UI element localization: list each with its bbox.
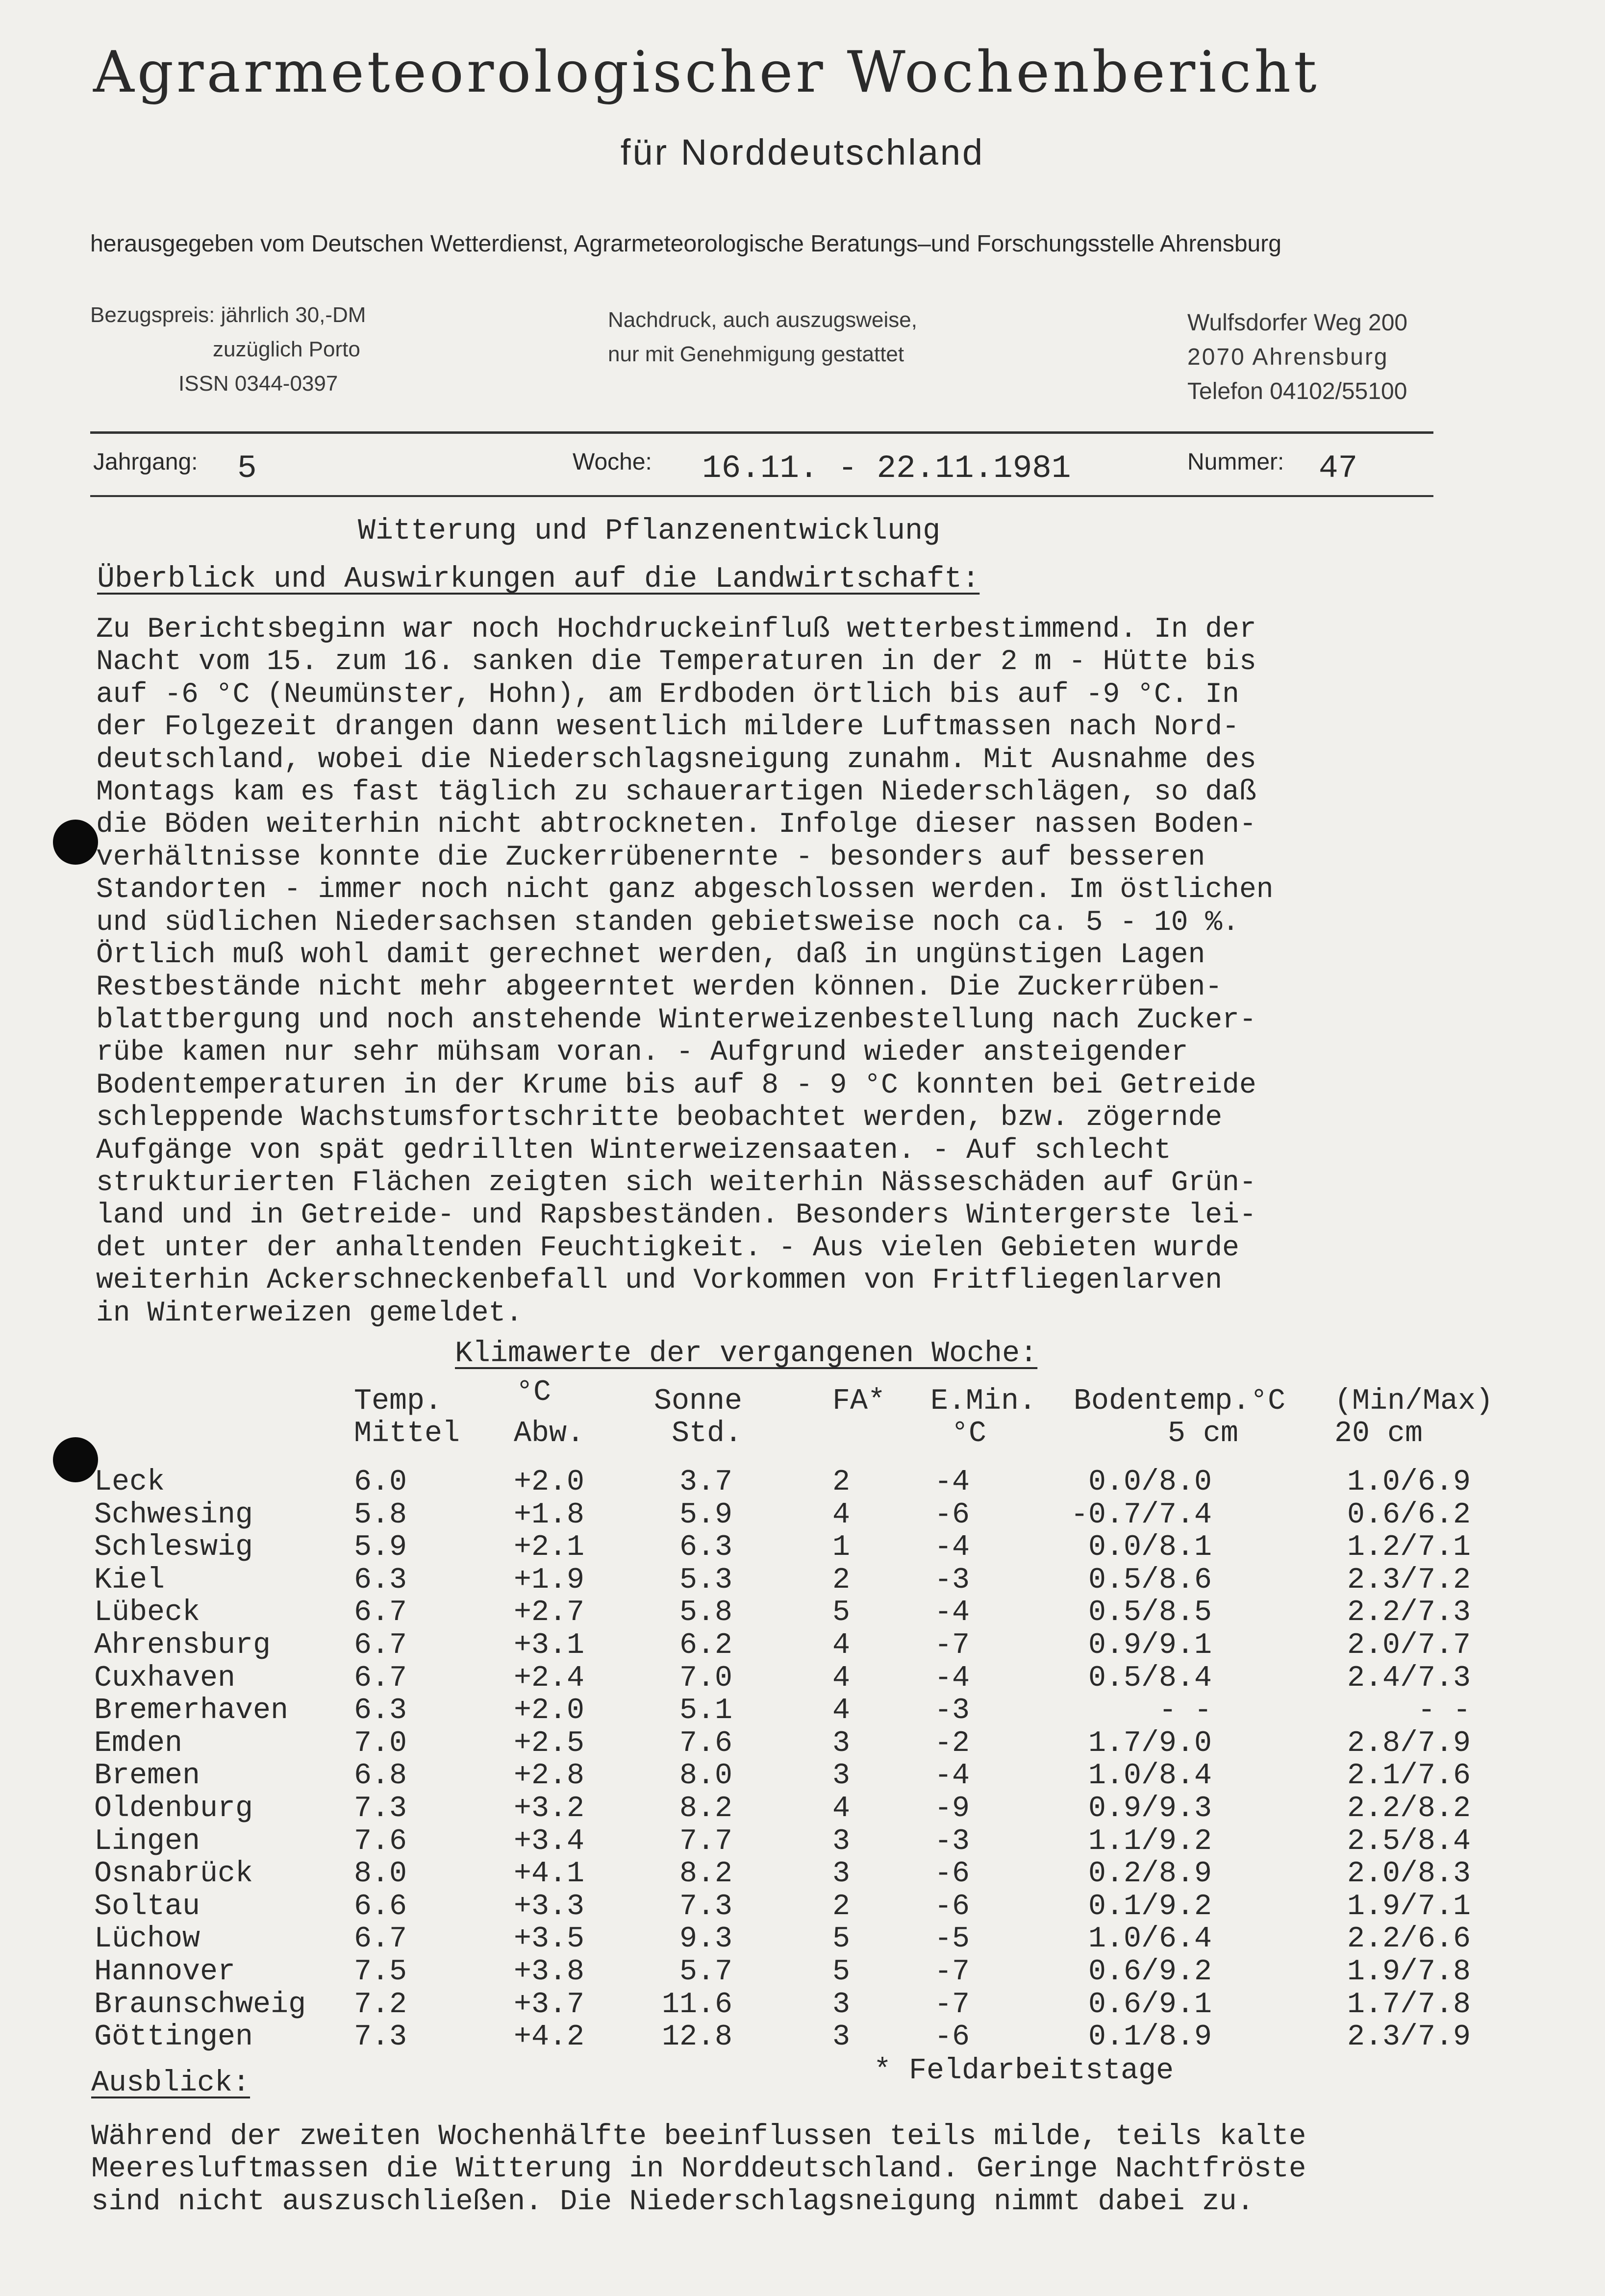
cell-abw: +3.8 (514, 1955, 585, 1989)
header-unit-c: °C (516, 1376, 552, 1409)
cell-abw: +3.7 (514, 1988, 585, 2021)
table-row (0, 1596, 1605, 1629)
cell-abw: +3.4 (514, 1824, 585, 1858)
header-emin: E.Min. (930, 1385, 1037, 1418)
cell-fa: 4 (832, 1629, 851, 1662)
cell-sonne: 5.8 (679, 1596, 732, 1630)
outlook-heading: Ausblick: (91, 2067, 251, 2100)
cell-sonne: 12.8 (661, 2021, 732, 2054)
text-line: Aufgänge von spät gedrillten Winterweizensaaten. - Auf schlecht (96, 1134, 1171, 1167)
porto-line: zuzüglich Porto (213, 337, 360, 361)
cell-b20: 0.6/6.2 (1347, 1498, 1471, 1532)
header-minmax: (Min/Max) (1334, 1385, 1494, 1418)
cell-sonne: 9.3 (679, 1922, 732, 1956)
punch-hole-upper (53, 820, 98, 865)
table-row (0, 1694, 1605, 1727)
cell-b20: 1.9/7.1 (1347, 1890, 1471, 1923)
cell-emin: -4 (934, 1661, 970, 1695)
cell-fa: 5 (832, 1955, 851, 1989)
cell-emin: -2 (934, 1726, 970, 1760)
cell-b5: 0.0/8.1 (1088, 1531, 1212, 1565)
document-subtitle: für Norddeutschland (620, 132, 985, 173)
cell-station: Lüchow (94, 1922, 201, 1956)
cell-station: Ahrensburg (94, 1629, 271, 1662)
cell-mittel: 7.5 (354, 1955, 407, 1989)
table-row (0, 1564, 1605, 1597)
cell-mittel: 6.7 (354, 1922, 407, 1956)
header-rule-bottom (90, 495, 1433, 497)
cell-emin: -9 (934, 1792, 970, 1825)
cell-fa: 3 (832, 1988, 851, 2021)
table-footnote: * Feldarbeitstage (874, 2054, 1174, 2088)
cell-fa: 3 (832, 1726, 851, 1760)
text-line: Meeresluftmassen die Witterung in Norddeutschland. Geringe Nachtfröste (91, 2152, 1306, 2186)
table-row (0, 1629, 1605, 1662)
cell-fa: 2 (832, 1466, 851, 1499)
cell-b20: 2.3/7.2 (1347, 1563, 1471, 1597)
cell-fa: 4 (832, 1498, 851, 1532)
cell-mittel: 7.2 (354, 1988, 407, 2021)
cell-station: Leck (94, 1466, 165, 1499)
cell-fa: 4 (832, 1661, 851, 1695)
reprint-line-1: Nachdruck, auch auszugsweise, (608, 308, 917, 332)
cell-b5: 0.9/9.3 (1088, 1792, 1212, 1825)
cell-emin: -3 (934, 1694, 970, 1728)
cell-emin: -5 (934, 1922, 970, 1956)
header-emin-unit: °C (951, 1417, 987, 1450)
text-line: der Folgezeit drangen dann wesentlich mildere Luftmassen nach Nord- (96, 711, 1239, 744)
address-phone: Telefon 04102/55100 (1187, 378, 1407, 404)
table-row (0, 1727, 1605, 1760)
text-line: det unter der anhaltenden Feuchtigkeit. - Aus vielen Gebieten wurde (96, 1232, 1239, 1264)
table-row (0, 1792, 1605, 1825)
cell-station: Lingen (94, 1824, 201, 1858)
cell-b5: 0.5/8.5 (1088, 1596, 1212, 1630)
cell-sonne: 5.3 (679, 1563, 732, 1597)
header-rule-top (90, 431, 1433, 434)
text-line: strukturierten Flächen zeigten sich weiterhin Nässeschäden auf Grün- (96, 1167, 1256, 1199)
header-temp: Temp. (354, 1385, 443, 1418)
text-line: sind nicht auszuschließen. Die Niederschlagsneigung nimmt dabei zu. (91, 2185, 1254, 2218)
cell-station: Göttingen (94, 2021, 253, 2054)
address-city: 2070 Ahrensburg (1187, 344, 1389, 370)
cell-mittel: 6.7 (354, 1661, 407, 1695)
nummer-label: Nummer: (1187, 449, 1284, 475)
cell-abw: +4.2 (514, 2021, 585, 2054)
cell-mittel: 6.3 (354, 1563, 407, 1597)
cell-mittel: 6.3 (354, 1694, 407, 1728)
cell-abw: +2.8 (514, 1759, 585, 1793)
cell-b20: 2.0/8.3 (1347, 1857, 1471, 1891)
cell-b5: 0.6/9.1 (1088, 1988, 1212, 2021)
cell-b5: 1.0/8.4 (1088, 1759, 1212, 1793)
header-mittel: Mittel (354, 1417, 460, 1450)
cell-mittel: 6.0 (354, 1466, 407, 1499)
woche-value: 16.11. - 22.11.1981 (702, 450, 1071, 487)
overview-paragraph (96, 614, 1274, 1330)
cell-b5: 0.9/9.1 (1088, 1629, 1212, 1662)
text-line: rübe kamen nur sehr mühsam voran. - Aufgrund wieder ansteigender (96, 1037, 1188, 1069)
cell-b20: 1.2/7.1 (1347, 1531, 1471, 1565)
cell-station: Braunschweig (94, 1988, 306, 2021)
cell-abw: +3.1 (514, 1629, 585, 1662)
text-line: Standorten - immer noch nicht ganz abgeschlossen werden. Im östlichen (96, 874, 1274, 906)
cell-sonne: 3.7 (679, 1466, 732, 1499)
cell-abw: +3.3 (514, 1890, 585, 1923)
cell-mittel: 6.7 (354, 1596, 407, 1630)
cell-b20: 1.9/7.8 (1347, 1955, 1471, 1989)
cell-abw: +2.4 (514, 1661, 585, 1695)
table-row (0, 1922, 1605, 1955)
cell-sonne: 5.1 (679, 1694, 732, 1728)
cell-station: Schleswig (94, 1531, 253, 1565)
cell-abw: +3.2 (514, 1792, 585, 1825)
cell-emin: -6 (934, 2021, 970, 2054)
punch-hole-lower (53, 1437, 98, 1482)
cell-sonne: 5.7 (679, 1955, 732, 1989)
cell-mittel: 6.6 (354, 1890, 407, 1923)
cell-b20: 2.3/7.9 (1347, 2021, 1471, 2054)
text-line: Zu Berichtsbeginn war noch Hochdruckeinfluß wetterbestimmend. In der (96, 614, 1256, 646)
cell-station: Soltau (94, 1890, 201, 1923)
cell-emin: -6 (934, 1498, 970, 1532)
table-row (0, 1890, 1605, 1923)
reprint-notice (608, 303, 917, 372)
outlook-paragraph (91, 2121, 1306, 2218)
table-row (0, 1498, 1605, 1531)
text-line: deutschland, wobei die Niederschlagsneigung zunahm. Mit Ausnahme des (96, 744, 1256, 776)
cell-b5: 0.2/8.9 (1088, 1857, 1212, 1891)
text-line: Montags kam es fast täglich zu schauerartigen Niederschlägen, so daß (96, 776, 1256, 809)
cell-emin: -4 (934, 1759, 970, 1793)
cell-station: Hannover (94, 1955, 236, 1989)
text-line: auf -6 °C (Neumünster, Hohn), am Erdboden örtlich bis auf -9 °C. In (96, 678, 1239, 711)
address-block (1187, 306, 1407, 409)
cell-station: Bremen (94, 1759, 201, 1793)
cell-fa: 5 (832, 1922, 851, 1956)
cell-station: Schwesing (94, 1498, 253, 1532)
cell-emin: -6 (934, 1857, 970, 1891)
cell-abw: +2.5 (514, 1726, 585, 1760)
cell-fa: 4 (832, 1694, 851, 1728)
cell-emin: -3 (934, 1824, 970, 1858)
cell-emin: -7 (934, 1629, 970, 1662)
text-line: weiterhin Ackerschneckenbefall und Vorkommen von Fritfliegenlarven (96, 1265, 1223, 1297)
cell-sonne: 7.3 (679, 1890, 732, 1923)
cell-emin: -4 (934, 1531, 970, 1565)
section-title: Witterung und Pflanzenentwicklung (358, 515, 941, 548)
cell-sonne: 7.7 (679, 1824, 732, 1858)
climate-heading: Klimawerte der vergangenen Woche: (455, 1337, 1038, 1371)
cell-sonne: 8.0 (679, 1759, 732, 1793)
cell-mittel: 8.0 (354, 1857, 407, 1891)
cell-b20: - - (1417, 1694, 1471, 1728)
jahrgang-value: 5 (237, 450, 257, 487)
cell-abw: +1.8 (514, 1498, 585, 1532)
cell-mittel: 5.8 (354, 1498, 407, 1532)
publisher-line: herausgegeben vom Deutschen Wetterdienst, Agrarmeteorologische Beratungs–und Forschungsstelle Ahrensburg (90, 231, 1281, 257)
cell-b20: 2.2/8.2 (1347, 1792, 1471, 1825)
cell-station: Bremerhaven (94, 1694, 289, 1728)
cell-sonne: 11.6 (661, 1988, 732, 2021)
jahrgang-label: Jahrgang: (93, 449, 198, 475)
cell-sonne: 7.0 (679, 1661, 732, 1695)
cell-b20: 2.2/6.6 (1347, 1922, 1471, 1956)
cell-sonne: 8.2 (679, 1857, 732, 1891)
cell-emin: -6 (934, 1890, 970, 1923)
text-line: Während der zweiten Wochenhälfte beeinflussen teils milde, teils kalte (91, 2120, 1306, 2153)
cell-fa: 3 (832, 1759, 851, 1793)
cell-mittel: 6.8 (354, 1759, 407, 1793)
cell-b5: - - (1158, 1694, 1212, 1728)
cell-b5: 1.7/9.0 (1088, 1726, 1212, 1760)
cell-sonne: 7.6 (679, 1726, 732, 1760)
woche-label: Woche: (573, 449, 652, 475)
cell-sonne: 6.3 (679, 1531, 732, 1565)
cell-station: Emden (94, 1726, 183, 1760)
cell-fa: 5 (832, 1596, 851, 1630)
header-abw: Abw. (514, 1417, 585, 1450)
overview-heading: Überblick und Auswirkungen auf die Landwirtschaft: (97, 563, 980, 596)
cell-mittel: 7.6 (354, 1824, 407, 1858)
table-row (0, 1857, 1605, 1890)
cell-fa: 3 (832, 1824, 851, 1858)
cell-abw: +4.1 (514, 1857, 585, 1891)
cell-abw: +2.7 (514, 1596, 585, 1630)
text-line: in Winterweizen gemeldet. (96, 1297, 523, 1329)
cell-fa: 2 (832, 1890, 851, 1923)
cell-mittel: 7.3 (354, 1792, 407, 1825)
document-title: Agrarmeteorologischer Wochenbericht (93, 39, 1320, 105)
cell-abw: +3.5 (514, 1922, 585, 1956)
cell-b20: 2.0/7.7 (1347, 1629, 1471, 1662)
cell-emin: -7 (934, 1988, 970, 2021)
issn-line: ISSN 0344-0397 (178, 372, 338, 396)
table-row (0, 1988, 1605, 2021)
cell-b20: 2.5/8.4 (1347, 1824, 1471, 1858)
cell-fa: 3 (832, 1857, 851, 1891)
cell-mittel: 7.3 (354, 2021, 407, 2054)
cell-mittel: 7.0 (354, 1726, 407, 1760)
text-line: verhältnisse konnte die Zuckerrübenernte - besonders auf besseren (96, 841, 1205, 873)
price-info (90, 298, 366, 401)
table-row (0, 1955, 1605, 1988)
table-row (0, 2021, 1605, 2053)
cell-station: Kiel (94, 1563, 165, 1597)
text-line: Restbestände nicht mehr abgeerntet werden können. Die Zuckerrüben- (96, 972, 1223, 1004)
text-line: Bodentemperaturen in der Krume bis auf 8 - 9 °C konnten bei Getreide (96, 1069, 1256, 1101)
cell-b20: 2.8/7.9 (1347, 1726, 1471, 1760)
cell-b20: 2.1/7.6 (1347, 1759, 1471, 1793)
text-line: Nacht vom 15. zum 16. sanken die Temperaturen in der 2 m - Hütte bis (96, 646, 1256, 678)
cell-abw: +2.0 (514, 1466, 585, 1499)
cell-emin: -4 (934, 1596, 970, 1630)
address-street: Wulfsdorfer Weg 200 (1187, 310, 1408, 336)
text-line: blattbergung und noch anstehende Winterweizenbestellung nach Zucker- (96, 1004, 1256, 1036)
cell-b5: 0.1/9.2 (1088, 1890, 1212, 1923)
text-line: schleppende Wachstumsfortschritte beobachtet werden, bzw. zögernde (96, 1102, 1223, 1134)
reprint-line-2: nur mit Genehmigung gestattet (608, 342, 904, 366)
cell-station: Oldenburg (94, 1792, 253, 1825)
cell-station: Cuxhaven (94, 1661, 236, 1695)
cell-b5: -0.7/7.4 (1070, 1498, 1212, 1532)
cell-b5: 1.1/9.2 (1088, 1824, 1212, 1858)
cell-emin: -3 (934, 1563, 970, 1597)
cell-abw: +2.1 (514, 1531, 585, 1565)
cell-b5: 0.0/8.0 (1088, 1466, 1212, 1499)
header-std: Std. (672, 1417, 743, 1450)
cell-station: Lübeck (94, 1596, 201, 1630)
cell-sonne: 6.2 (679, 1629, 732, 1662)
cell-sonne: 5.9 (679, 1498, 732, 1532)
cell-station: Osnabrück (94, 1857, 253, 1891)
cell-b5: 0.5/8.4 (1088, 1661, 1212, 1695)
cell-b5: 0.1/8.9 (1088, 2021, 1212, 2054)
text-line: und südlichen Niedersachsen standen gebietsweise noch ca. 5 - 10 %. (96, 906, 1239, 939)
cell-abw: +2.0 (514, 1694, 585, 1728)
header-boden: Bodentemp.°C (1074, 1385, 1286, 1418)
cell-sonne: 8.2 (679, 1792, 732, 1825)
cell-b20: 2.4/7.3 (1347, 1661, 1471, 1695)
cell-b5: 0.6/9.2 (1088, 1955, 1212, 1989)
nummer-value: 47 (1319, 450, 1358, 487)
table-row (0, 1759, 1605, 1792)
cell-b5: 1.0/6.4 (1088, 1922, 1212, 1956)
cell-b20: 1.0/6.9 (1347, 1466, 1471, 1499)
header-fa: FA* (832, 1385, 886, 1418)
cell-fa: 1 (832, 1531, 851, 1565)
cell-mittel: 5.9 (354, 1531, 407, 1565)
table-row (0, 1662, 1605, 1695)
cell-fa: 2 (832, 1563, 851, 1597)
cell-emin: -7 (934, 1955, 970, 1989)
price-line: Bezugspreis: jährlich 30,-DM (90, 303, 366, 327)
header-sonne: Sonne (654, 1385, 743, 1418)
cell-abw: +1.9 (514, 1563, 585, 1597)
cell-mittel: 6.7 (354, 1629, 407, 1662)
cell-fa: 4 (832, 1792, 851, 1825)
cell-b5: 0.5/8.6 (1088, 1563, 1212, 1597)
header-5cm: 5 cm (1168, 1417, 1239, 1450)
cell-emin: -4 (934, 1466, 970, 1499)
cell-fa: 3 (832, 2021, 851, 2054)
header-20cm: 20 cm (1334, 1417, 1423, 1450)
text-line: land und in Getreide- und Rapsbeständen. Besonders Wintergerste lei- (96, 1199, 1256, 1232)
cell-b20: 1.7/7.8 (1347, 1988, 1471, 2021)
cell-b20: 2.2/7.3 (1347, 1596, 1471, 1630)
text-line: Örtlich muß wohl damit gerechnet werden, daß in ungünstigen Lagen (96, 939, 1205, 972)
table-row (0, 1466, 1605, 1498)
table-row (0, 1531, 1605, 1564)
text-line: die Böden weiterhin nicht abtrockneten. Infolge dieser nassen Boden- (96, 809, 1256, 841)
table-row (0, 1825, 1605, 1858)
